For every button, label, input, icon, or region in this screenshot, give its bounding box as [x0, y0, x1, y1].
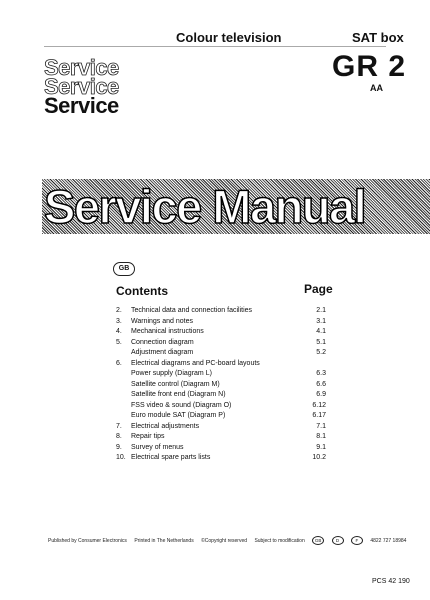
toc-page: 6.9: [316, 391, 326, 398]
toc-number: 7.: [116, 422, 122, 430]
toc-number: 10.: [116, 454, 126, 461]
toc-title: Power supply (Diagram L): [131, 370, 212, 377]
toc-title: Electrical spare parts lists: [131, 454, 211, 461]
toc-title: Euro module SAT (Diagram P): [131, 412, 226, 419]
toc-number: 2.: [116, 307, 122, 314]
toc-number: [116, 401, 131, 412]
toc-title: Survey of menus: [131, 443, 184, 451]
service-logo-line-2: Service: [44, 74, 119, 99]
toc-row: [116, 453, 326, 464]
toc-page: 9.1: [316, 443, 326, 451]
toc-page: 7.1: [316, 422, 326, 430]
toc-row: [116, 380, 326, 391]
toc-row: [116, 359, 326, 370]
toc-page: 6.12: [312, 401, 326, 409]
toc-number: 4.: [116, 328, 122, 335]
model-number: GR 2: [332, 50, 407, 83]
toc-row: [116, 443, 326, 454]
toc-row: [116, 348, 326, 359]
toc-page: 8.1: [316, 433, 326, 440]
header-divider: [44, 46, 386, 47]
toc-page: 4.1: [316, 328, 326, 335]
toc-row: [116, 327, 326, 338]
toc-title: Electrical adjustments: [131, 422, 200, 430]
toc-title: Technical data and connection facilities: [131, 307, 253, 314]
service-logo: [44, 55, 119, 118]
toc-number: [116, 380, 131, 391]
toc-number: [116, 348, 131, 359]
toc-row: [116, 317, 326, 328]
toc-title: Mechanical instructions: [131, 328, 204, 335]
toc-number: 8.: [116, 433, 122, 440]
toc-page: 3.1: [316, 317, 326, 325]
footer-copyright: ©Copyright reserved: [201, 537, 248, 544]
toc-number: 5.: [116, 338, 122, 346]
service-logo-line-3: Service: [44, 93, 119, 118]
toc-row: [116, 338, 326, 349]
toc-title: Warnings and notes: [131, 317, 193, 325]
footer-logo-gb: GB: [312, 536, 324, 545]
toc-number: [116, 369, 131, 380]
service-logo-line-1: Service: [44, 55, 119, 80]
toc-row: [116, 390, 326, 401]
toc-page: 5.1: [316, 338, 326, 346]
banner-title: Service Manual: [44, 180, 366, 233]
footer-location: Printed in The Netherlands: [134, 537, 194, 544]
toc-page: [296, 359, 326, 370]
toc-number: [116, 411, 131, 422]
toc-row: [116, 306, 326, 317]
toc-row: [116, 369, 326, 380]
toc-page: 6.3: [316, 370, 326, 377]
toc-number: [116, 390, 131, 401]
toc-row: [116, 432, 326, 443]
footer-publisher: Published by Consumer Electronics: [48, 537, 127, 544]
language-badge: GB: [113, 262, 135, 276]
model-variant: AA: [370, 83, 383, 93]
toc-page: 10.2: [312, 454, 326, 461]
toc-page: 2.1: [316, 307, 326, 314]
footer-logo-d: D: [332, 536, 344, 545]
toc-title: Connection diagram: [131, 338, 194, 346]
toc-title: FSS video & sound (Diagram O): [131, 401, 232, 409]
toc-title: Electrical diagrams and PC-board layouts: [131, 359, 260, 367]
product-type: SAT box: [352, 30, 404, 45]
toc-page: 5.2: [316, 349, 326, 356]
toc-row: [116, 401, 326, 412]
product-title: Colour television: [176, 30, 282, 45]
contents-heading: Contents: [116, 284, 168, 298]
toc-page: 6.17: [312, 412, 326, 419]
toc-title: Adjustment diagram: [131, 349, 194, 356]
toc-row: [116, 411, 326, 422]
toc-title: Satellite control (Diagram M): [131, 380, 220, 388]
service-manual-banner: [42, 179, 430, 234]
footer-doc-number: 4822 727 18984: [370, 537, 407, 544]
document-code: PCS 42 190: [372, 578, 410, 585]
footer: [48, 536, 428, 545]
toc-title: Satellite front end (Diagram N): [131, 391, 226, 398]
toc-number: 9.: [116, 443, 122, 451]
toc-row: [116, 422, 326, 433]
toc-page: 6.6: [316, 380, 326, 388]
footer-subject: Subject to modification: [254, 537, 305, 544]
toc-title: Repair tips: [131, 433, 165, 440]
toc-number: 3.: [116, 317, 122, 325]
page-heading: Page: [304, 282, 333, 296]
footer-logo-f: F: [351, 536, 363, 545]
toc-number: 6.: [116, 359, 122, 367]
table-of-contents: [116, 306, 326, 464]
